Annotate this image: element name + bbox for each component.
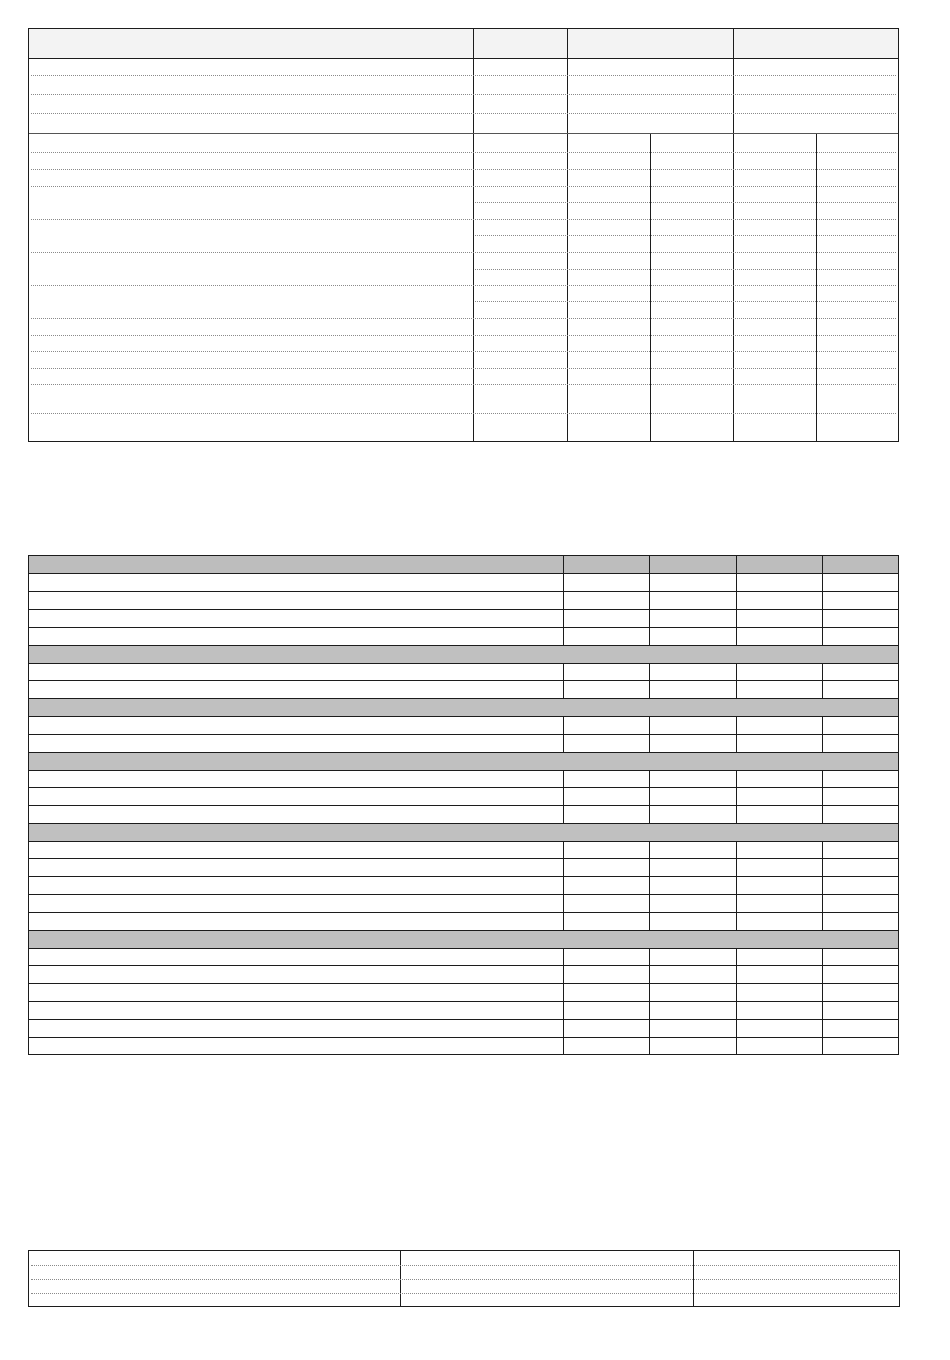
row-rule bbox=[31, 252, 896, 253]
row-rule bbox=[31, 351, 896, 352]
row-rule bbox=[31, 186, 896, 187]
row-rule bbox=[31, 75, 896, 76]
column-divider bbox=[822, 841, 823, 930]
column-divider bbox=[563, 770, 564, 823]
column-divider bbox=[736, 770, 737, 823]
row-rule bbox=[31, 413, 896, 414]
row-rule bbox=[31, 1265, 897, 1266]
row-rule bbox=[31, 169, 896, 170]
row-rule bbox=[29, 983, 898, 984]
column-divider bbox=[563, 556, 564, 645]
row-rule bbox=[31, 335, 896, 336]
section-rule bbox=[29, 133, 898, 134]
signature-table bbox=[28, 1250, 900, 1307]
row-rule bbox=[475, 202, 896, 203]
column-divider bbox=[736, 841, 737, 930]
row-rule bbox=[31, 318, 896, 319]
section-bar bbox=[29, 930, 898, 949]
scoring-table-header bbox=[29, 556, 898, 574]
row-rule bbox=[31, 113, 896, 114]
row-rule bbox=[31, 285, 896, 286]
row-rule bbox=[29, 805, 898, 806]
section-bar bbox=[29, 823, 898, 842]
row-rule bbox=[31, 368, 896, 369]
assessment-table-header bbox=[29, 29, 898, 59]
row-rule bbox=[475, 301, 896, 302]
row-rule bbox=[475, 269, 896, 270]
row-rule bbox=[31, 152, 896, 153]
row-rule bbox=[31, 94, 896, 95]
section-bar bbox=[29, 645, 898, 664]
sub-column-divider bbox=[816, 134, 817, 441]
column-divider bbox=[563, 841, 564, 930]
sub-column-divider bbox=[650, 134, 651, 441]
row-rule bbox=[29, 627, 898, 628]
row-rule bbox=[29, 876, 898, 877]
row-rule bbox=[29, 1019, 898, 1020]
row-rule bbox=[29, 591, 898, 592]
column-divider bbox=[649, 841, 650, 930]
section-bar bbox=[29, 752, 898, 771]
column-divider bbox=[736, 556, 737, 645]
row-rule bbox=[29, 609, 898, 610]
row-rule bbox=[29, 787, 898, 788]
row-rule bbox=[29, 858, 898, 859]
row-rule bbox=[31, 1279, 897, 1280]
row-rule bbox=[31, 1293, 897, 1294]
row-rule bbox=[29, 680, 898, 681]
row-rule bbox=[29, 894, 898, 895]
row-rule bbox=[29, 1037, 898, 1038]
column-divider bbox=[822, 556, 823, 645]
row-rule bbox=[29, 965, 898, 966]
row-rule bbox=[475, 235, 896, 236]
scoring-table bbox=[28, 555, 899, 1055]
row-rule bbox=[29, 1001, 898, 1002]
column-divider bbox=[649, 556, 650, 645]
column-divider bbox=[473, 29, 474, 441]
column-divider bbox=[822, 770, 823, 823]
row-rule bbox=[29, 734, 898, 735]
section-bar bbox=[29, 698, 898, 717]
row-rule bbox=[31, 219, 896, 220]
column-divider bbox=[649, 770, 650, 823]
assessment-table bbox=[28, 28, 899, 442]
row-rule bbox=[31, 384, 896, 385]
row-rule bbox=[29, 912, 898, 913]
